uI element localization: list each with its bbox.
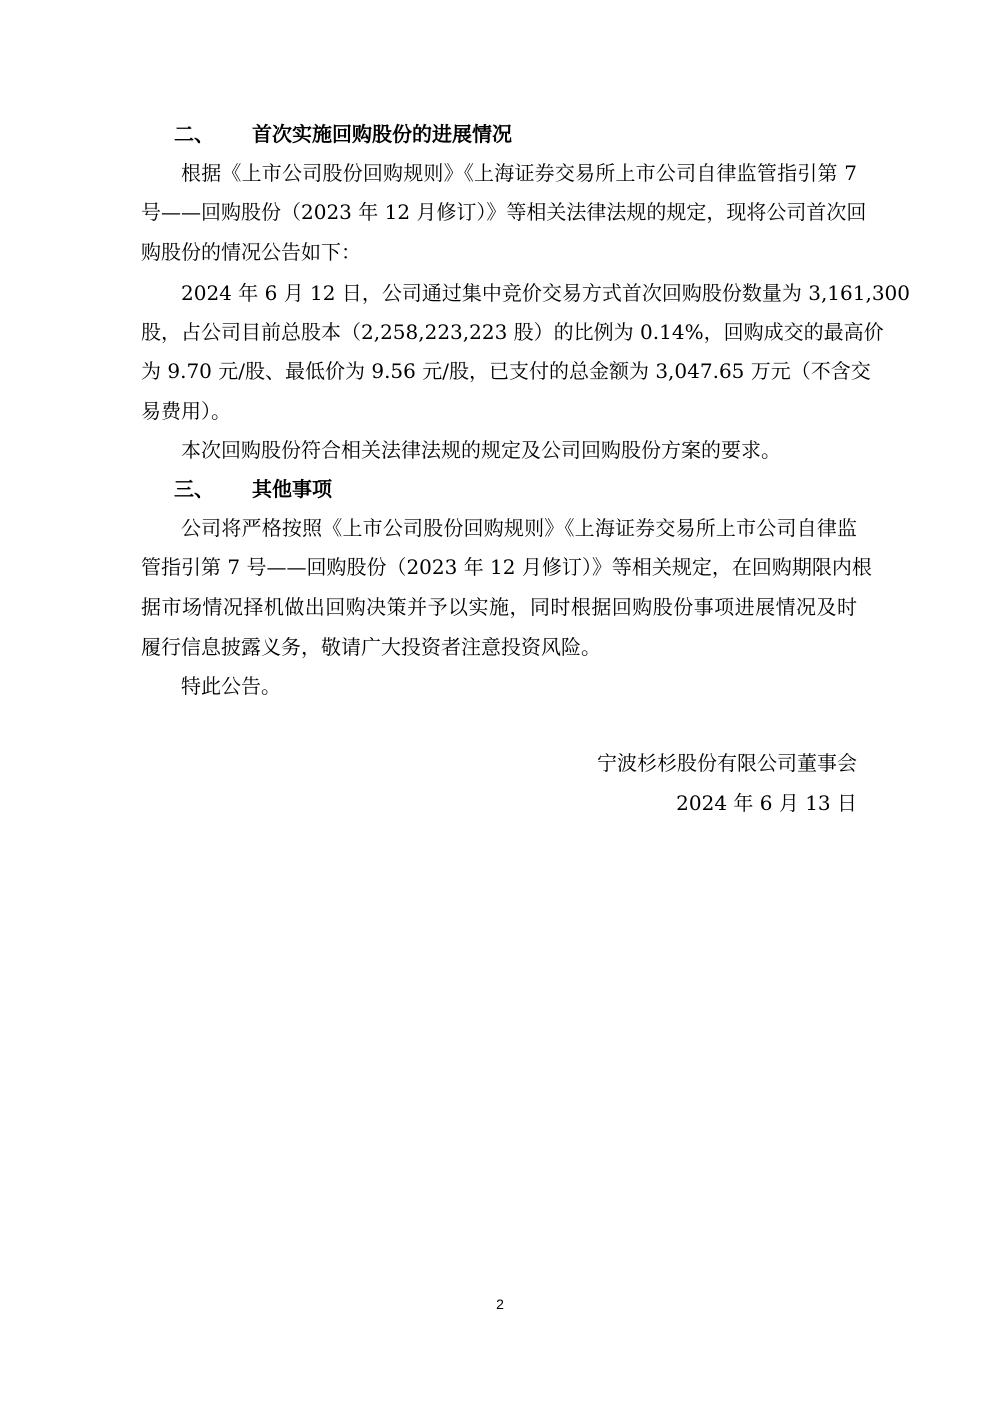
closing-text: 特此公告。: [181, 674, 281, 698]
section-3-title: 其他事项: [252, 477, 332, 501]
page-number: 2: [496, 1296, 504, 1312]
section-2-para-1-line-1: 根据《上市公司股份回购规则》《上海证券交易所上市公司自律监管指引第 7: [181, 161, 857, 185]
section-2-heading: [174, 122, 512, 146]
section-3-heading: [174, 477, 332, 501]
signature-date: 2024 年 6 月 13 日: [676, 791, 857, 815]
section-3-para-1-line-2: 管指引第 7 号——回购股份（2023 年 12 月修订）》等相关规定，在回购期限内根: [141, 555, 872, 579]
section-2-para-2-line-3: 为 9.70 元/股、最低价为 9.56 元/股，已支付的总金额为 3,047.65 万元（不含交: [141, 359, 871, 383]
section-2-para-2-line-2: 股，占公司目前总股本（2,258,223,223 股）的比例为 0.14%，回购成交的最高价: [141, 320, 884, 344]
section-2-para-2-line-1: 2024 年 6 月 12 日，公司通过集中竞价交易方式首次回购股份数量为 3,161,300: [181, 281, 911, 305]
signature-company: 宁波杉杉股份有限公司董事会: [597, 751, 857, 775]
section-2-title: 首次实施回购股份的进展情况: [252, 122, 512, 146]
section-2-para-1-line-3: 购股份的情况公告如下：: [141, 240, 361, 264]
section-2-number: 二、: [174, 122, 214, 146]
section-3-para-1-line-1: 公司将严格按照《上市公司股份回购规则》《上海证券交易所上市公司自律监: [181, 516, 857, 540]
section-3-number: 三、: [174, 477, 214, 501]
section-2-para-2-line-4: 易费用）。: [141, 399, 231, 423]
section-2-para-3: 本次回购股份符合相关法律法规的规定及公司回购股份方案的要求。: [181, 438, 781, 462]
section-3-para-1-line-4: 履行信息披露义务，敬请广大投资者注意投资风险。: [141, 635, 601, 659]
section-3-para-1-line-3: 据市场情况择机做出回购决策并予以实施，同时根据回购股份事项进展情况及时: [141, 595, 857, 619]
section-2-para-1-line-2: 号——回购股份（2023 年 12 月修订）》等相关法律法规的规定，现将公司首次回: [141, 200, 867, 224]
